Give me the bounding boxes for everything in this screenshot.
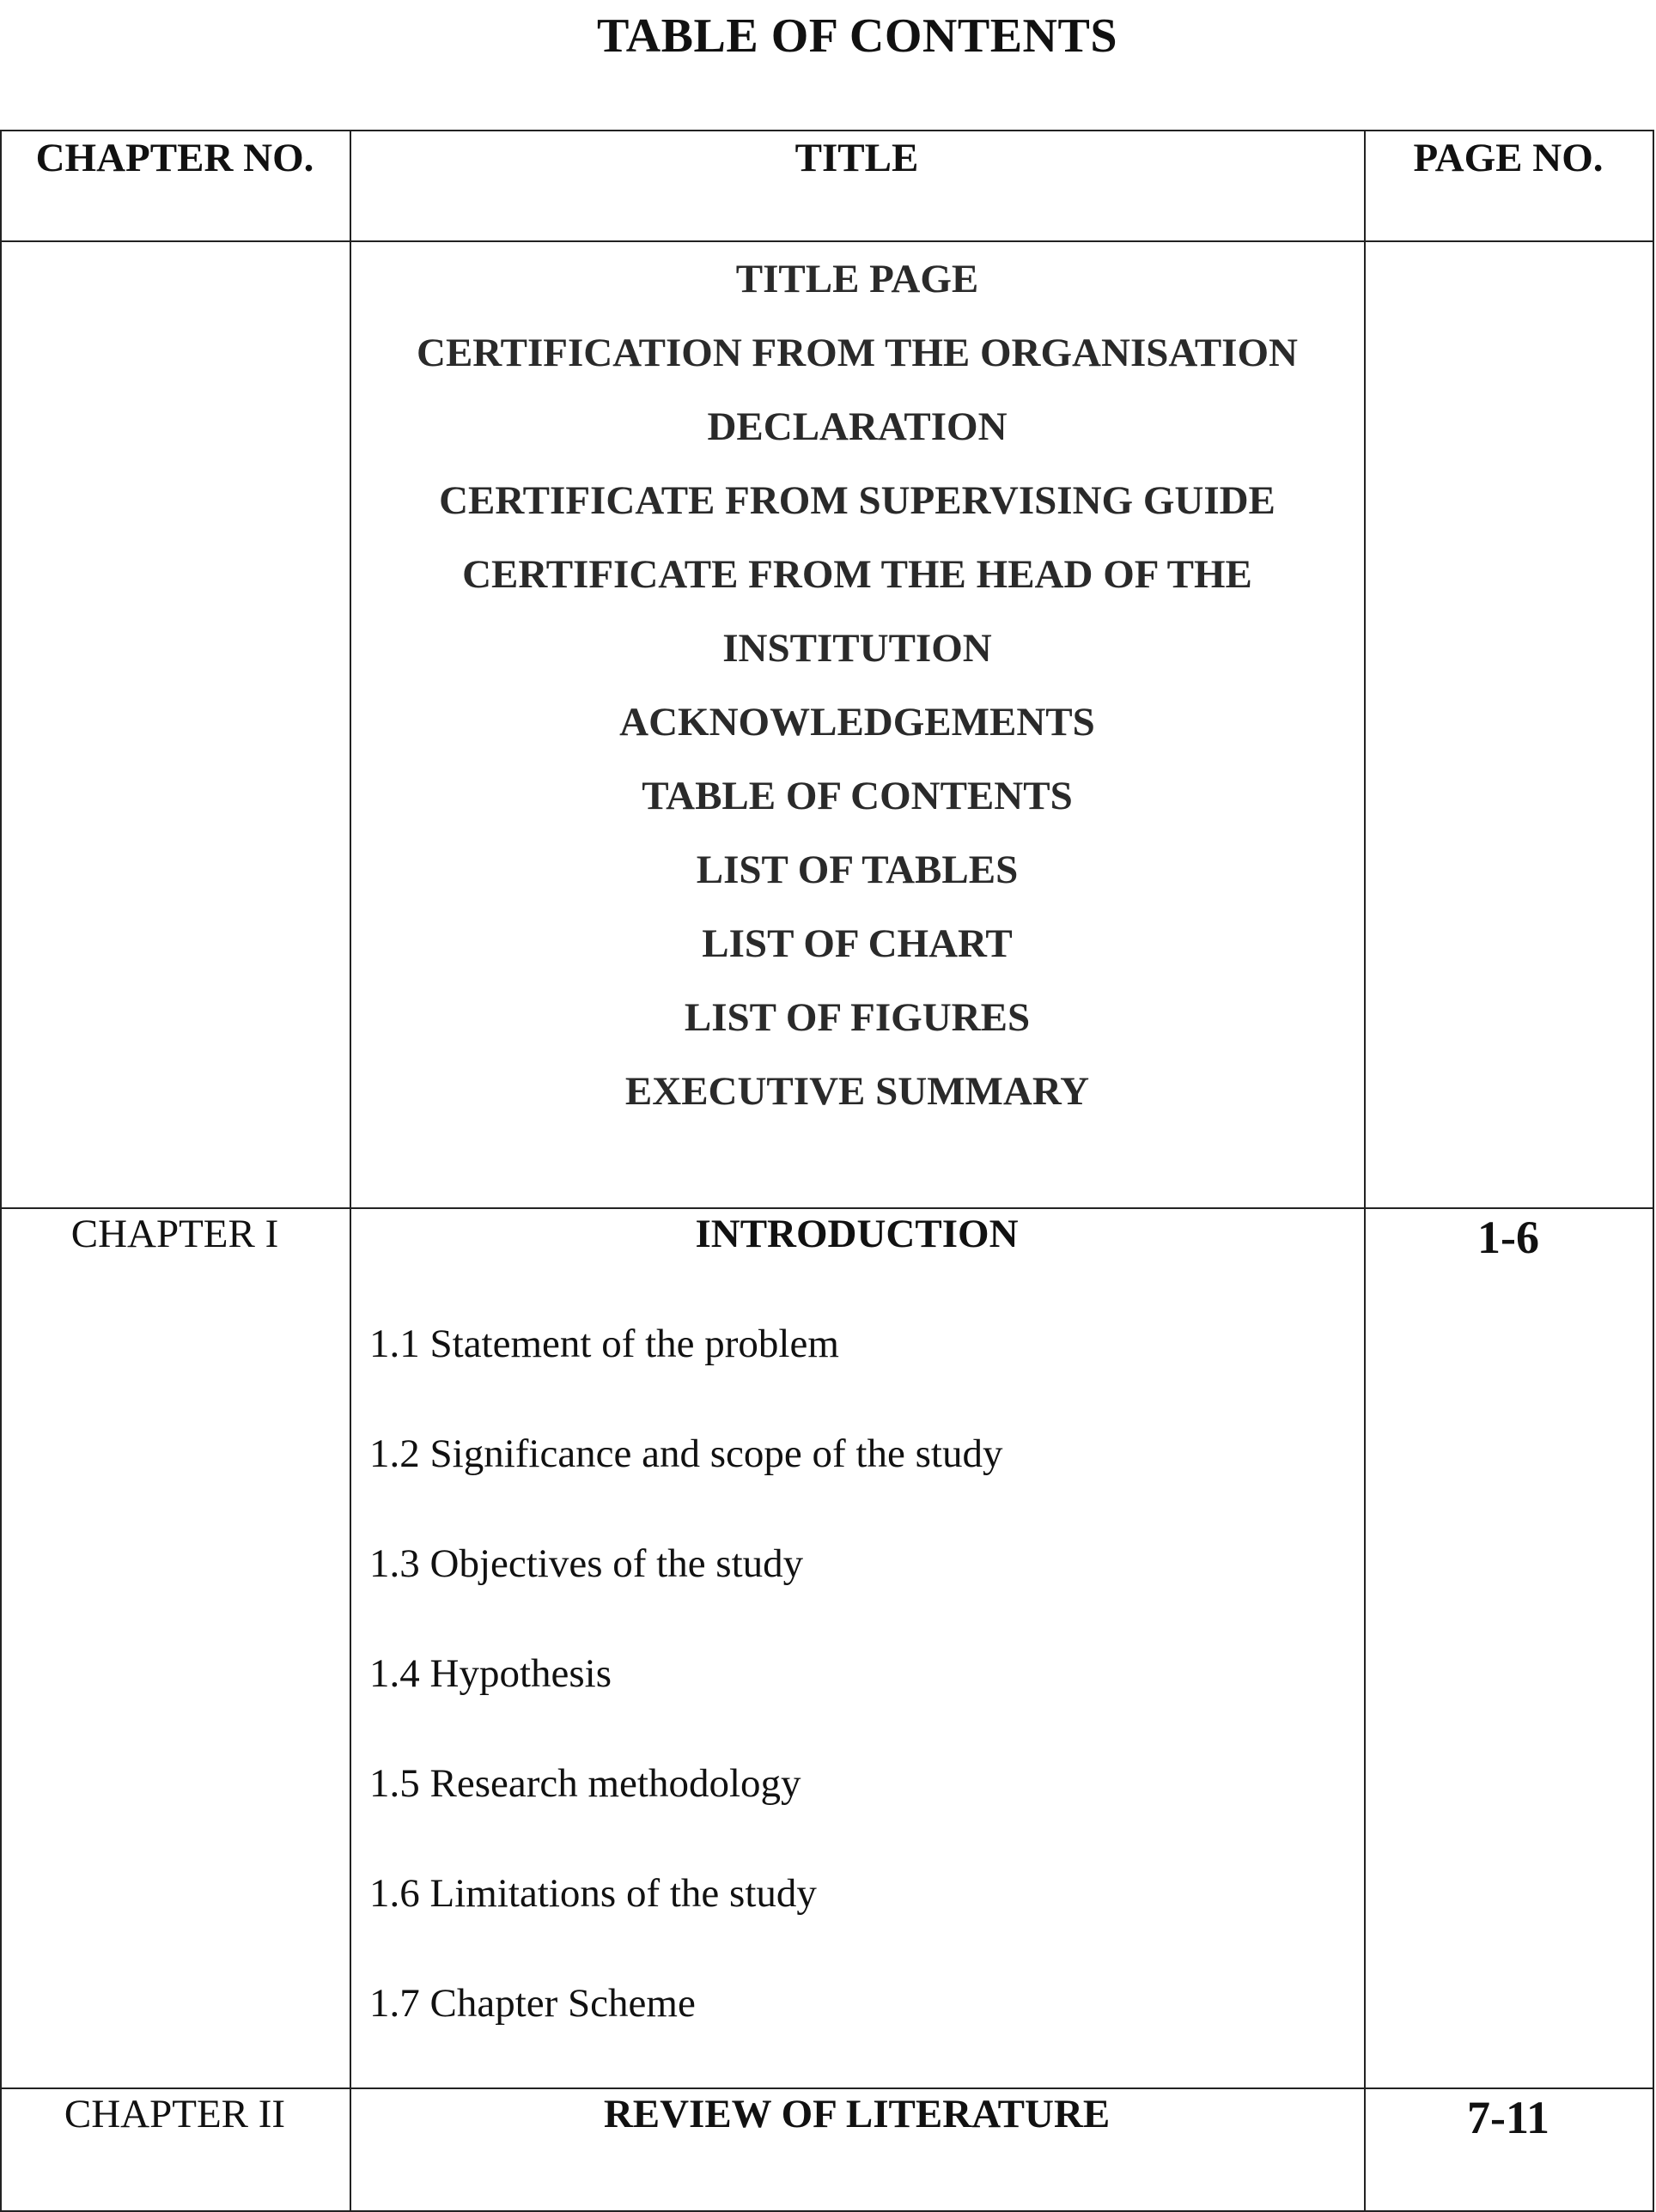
list-item: EXECUTIVE SUMMARY xyxy=(624,1069,1090,1114)
list-item: INSTITUTION xyxy=(722,626,992,671)
chapter-1-title: INTRODUCTION xyxy=(695,1212,1019,1256)
chapter-1-pages: 1-6 xyxy=(1477,1212,1539,1263)
list-item: 1.5 Research methodology xyxy=(369,1761,801,1806)
column-divider-2 xyxy=(1364,131,1366,2210)
list-item: TABLE OF CONTENTS xyxy=(642,774,1073,818)
list-item: LIST OF FIGURES xyxy=(684,995,1031,1040)
header-page-no: PAGE NO. xyxy=(1413,136,1604,180)
list-item: LIST OF CHART xyxy=(702,921,1013,966)
toc-table xyxy=(0,130,1654,2212)
chapter-2-number: CHAPTER II xyxy=(64,2092,286,2136)
list-item: CERTIFICATE FROM SUPERVISING GUIDE xyxy=(439,478,1275,523)
list-item: 1.6 Limitations of the study xyxy=(369,1871,817,1916)
front-matter-list xyxy=(350,242,1364,1128)
chapter-1-sections xyxy=(369,1319,1002,2088)
list-item: CERTIFICATION FROM THE ORGANISATION xyxy=(417,331,1298,375)
table-border-right xyxy=(1653,131,1654,2210)
list-item: 1.3 Objectives of the study xyxy=(369,1541,804,1586)
chapter-2-pages: 7-11 xyxy=(1466,2092,1549,2143)
list-item: DECLARATION xyxy=(707,404,1008,449)
list-item: LIST OF TABLES xyxy=(696,848,1019,892)
header-chapter-no: CHAPTER NO. xyxy=(35,136,314,180)
page-title: TABLE OF CONTENTS xyxy=(597,9,1117,63)
list-item: ACKNOWLEDGEMENTS xyxy=(619,700,1095,744)
list-item: CERTIFICATE FROM THE HEAD OF THE xyxy=(462,552,1252,597)
chapter-2-title: REVIEW OF LITERATURE xyxy=(603,2092,1111,2136)
list-item: 1.1 Statement of the problem xyxy=(369,1322,839,1366)
list-item: 1.7 Chapter Scheme xyxy=(369,1981,696,2026)
chapter-1-number: CHAPTER I xyxy=(70,1212,279,1256)
header-title: TITLE xyxy=(795,136,919,180)
table-border-left xyxy=(0,131,2,2210)
list-item: 1.2 Significance and scope of the study xyxy=(369,1431,1003,1476)
list-item: TITLE PAGE xyxy=(735,257,979,301)
list-item: 1.4 Hypothesis xyxy=(369,1651,612,1696)
